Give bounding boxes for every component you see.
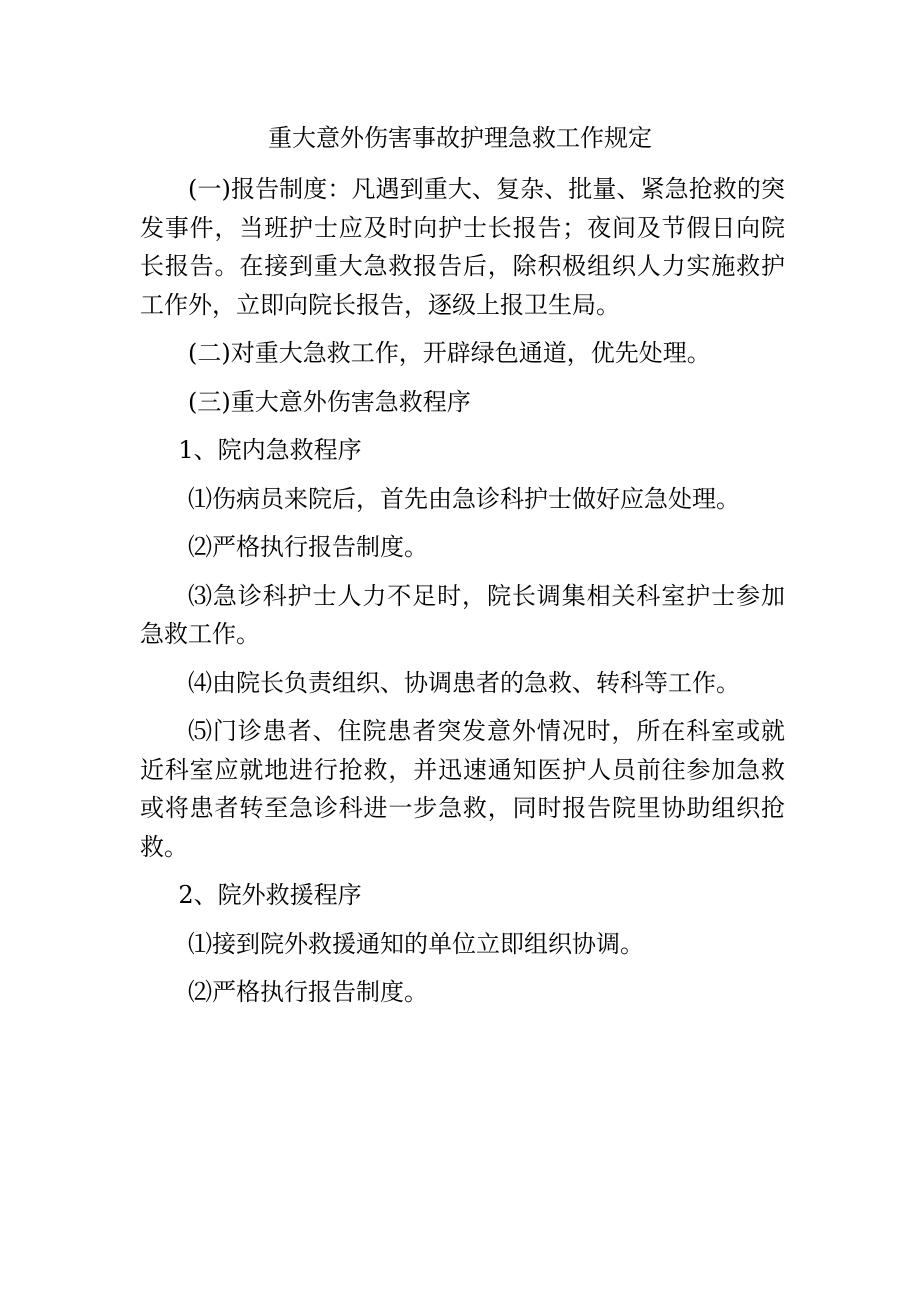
paragraph-out-hospital-heading: 2、院外救援程序 [178,881,362,909]
paragraph-in-hospital-step-3: ⑶急诊科护士人力不足时，院长调集相关科室护士参加急救工作。 [140,581,785,648]
paragraph-out-hospital-step-2: ⑵严格执行报告制度。 [188,978,428,1006]
paragraph-procedure-heading: (三)重大意外伤害急救程序 [188,387,471,416]
document-body [140,170,785,1022]
paragraph-out-hospital-step-1: ⑴接到院外救援通知的单位立即组织协调。 [188,929,644,958]
paragraph-report-system: (一)报告制度：凡遇到重大、复杂、批量、紧急抢救的突发事件，当班护士应及时向护士长报告；夜间及节假日向院长报告。在接到重大急救报告后，除积极组织人力实施救护工作外，立即向院长报告，逐级上报卫生局。 [140,175,785,319]
paragraph-in-hospital-step-2: ⑵严格执行报告制度。 [188,533,428,561]
paragraph-in-hospital-step-5: ⑸门诊患者、住院患者突发意外情况时，所在科室或就近科室应就地进行抢救，并迅速通知医护人员前往参加急救或将患者转至急诊科进一步急救，同时报告院里协助组织抢救。 [140,717,785,861]
paragraph-in-hospital-step-1: ⑴伤病员来院后，首先由急诊科护士做好应急处理。 [188,484,740,513]
paragraph-in-hospital-heading: 1、院内急救程序 [178,436,362,464]
document-title: 重大意外伤害事故护理急救工作规定 [268,124,652,152]
paragraph-in-hospital-step-4: ⑷由院长负责组织、协调患者的急救、转科等工作。 [188,668,740,697]
paragraph-green-channel: (二)对重大急救工作，开辟绿色通道，优先处理。 [188,339,711,367]
